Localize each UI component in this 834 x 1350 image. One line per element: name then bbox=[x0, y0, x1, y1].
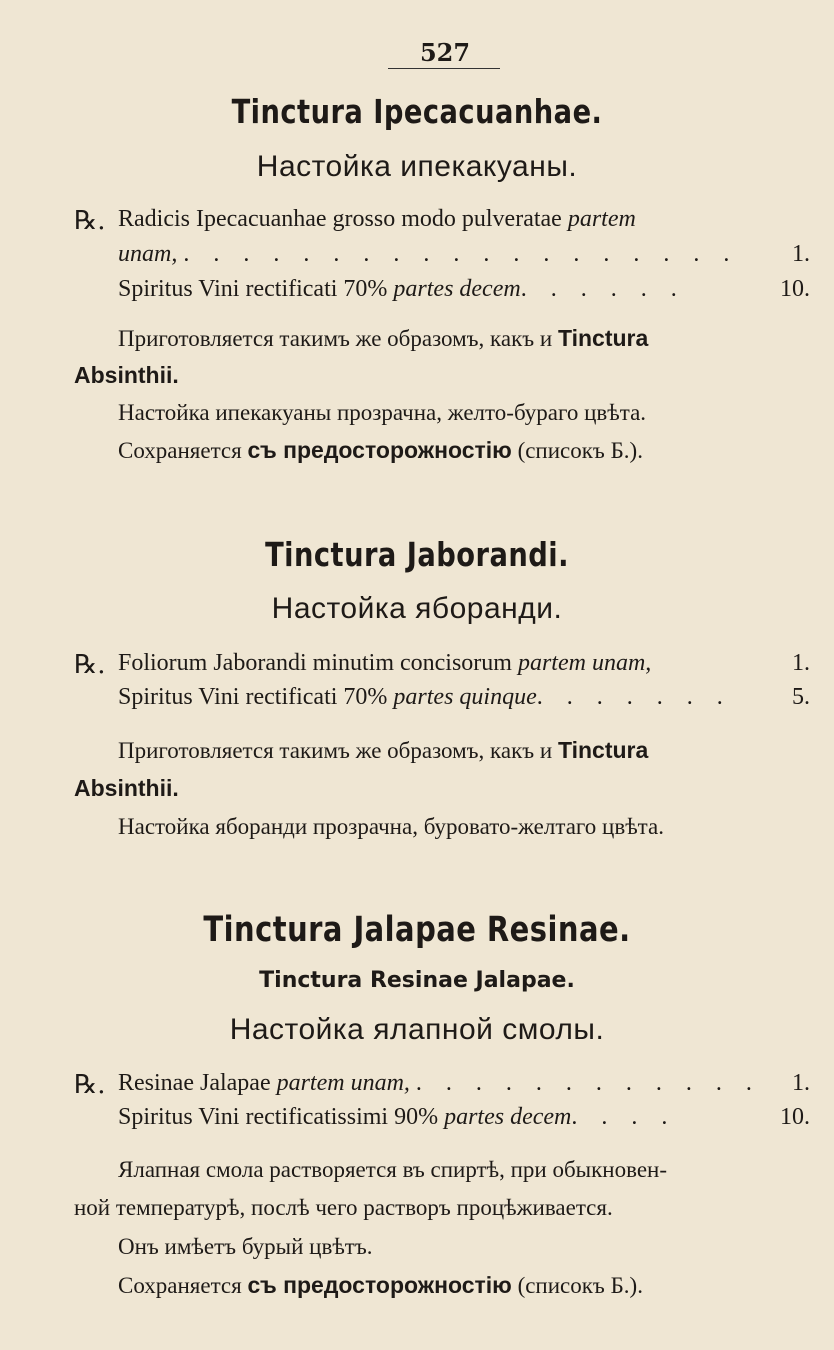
page-number-rule bbox=[388, 68, 500, 69]
ingredient-name: Radicis Ipecacuanhae grosso modo pulveratae bbox=[118, 206, 562, 232]
ingredient-amount: partes decem bbox=[444, 1104, 572, 1130]
storage-suffix: (списокъ Б.). bbox=[517, 1273, 643, 1298]
ingredient-name: Foliorum Jaborandi minutim concisorum bbox=[118, 650, 512, 676]
prep-text: Приготовляется такимъ же образомъ, какъ и bbox=[118, 738, 553, 763]
section-ru-title-ipecacuanhae: Настойка ипекакуаны. bbox=[256, 150, 578, 183]
ingredient-name: Spiritus Vini rectificati 70% bbox=[118, 684, 388, 710]
section-alt-title-jalapae: Tinctura Resinae Jalapae. bbox=[259, 968, 575, 993]
description-text: Онъ имѣетъ бурый цвѣтъ. bbox=[118, 1234, 373, 1259]
prep-paragraph bbox=[118, 318, 648, 359]
dissolution-text-2: ной температурѣ, послѣ чего растворъ процѣживается. bbox=[74, 1195, 613, 1220]
storage-suffix: (списокъ Б.). bbox=[517, 438, 643, 463]
ingredient-amount: partes decem bbox=[393, 276, 521, 302]
ingredient-line bbox=[118, 1070, 761, 1097]
ingredient-qty: 1. bbox=[792, 1070, 810, 1096]
ingredient-line bbox=[118, 206, 636, 233]
ingredient-line bbox=[118, 1104, 676, 1131]
ingredient-line-cont bbox=[118, 241, 738, 268]
ingredient-line bbox=[118, 276, 686, 303]
section-ru-title-jaborandi: Настойка яборанди. bbox=[271, 592, 563, 625]
leader-dots: . . . . . . . . . . . . . . . . . . . bbox=[183, 241, 739, 267]
section-title-jaborandi: Tinctura Jaborandi. bbox=[265, 535, 569, 574]
prep-ref: Tinctura bbox=[557, 325, 649, 351]
rx-symbol: ℞. bbox=[74, 206, 106, 236]
ingredient-qty: 10. bbox=[780, 276, 810, 302]
ingredient-amount: partem bbox=[567, 206, 636, 232]
ingredient-amount: partes quinque bbox=[393, 684, 537, 710]
dissolution-text-1: Ялапная смола растворяется въ спиртѣ, при обыкновен- bbox=[118, 1157, 668, 1182]
page-number: 527 bbox=[419, 38, 471, 67]
leader-dots: . . . . . . bbox=[520, 276, 686, 302]
ingredient-amount-cont: unam, bbox=[118, 241, 178, 267]
prep-ref: Absinthii. bbox=[74, 362, 179, 388]
ingredient-name: Spiritus Vini rectificati 70% bbox=[118, 276, 388, 302]
ingredient-qty: 10. bbox=[780, 1104, 810, 1130]
prep-paragraph-cont bbox=[74, 768, 179, 809]
section-title-ipecacuanhae: Tinctura Ipecacuanhae. bbox=[231, 92, 603, 131]
section-title-jalapae: Tinctura Jalapae Resinae. bbox=[203, 910, 631, 950]
leader-dots: . . . . bbox=[571, 1104, 677, 1130]
ingredient-line bbox=[118, 684, 732, 711]
ingredient-amount: partem unam, bbox=[517, 650, 652, 676]
description-text: Настойка яборанди прозрачна, буровато-желтаго цвѣта. bbox=[118, 814, 664, 839]
storage-text bbox=[118, 430, 643, 471]
section-ru-title-jalapae: Настойка ялапной смолы. bbox=[229, 1013, 605, 1046]
leader-dots: . . . . . . . bbox=[536, 684, 732, 710]
ingredient-name: Resinae Jalapae bbox=[118, 1070, 271, 1096]
ingredient-name: Spiritus Vini rectificatissimi 90% bbox=[118, 1104, 439, 1130]
ingredient-qty: 1. bbox=[792, 241, 810, 267]
storage-text bbox=[118, 1265, 643, 1306]
description-text: Настойка ипекакуаны прозрачна, желто-бураго цвѣта. bbox=[118, 400, 647, 425]
prep-ref: Tinctura bbox=[557, 737, 649, 763]
storage-prefix: Сохраняется bbox=[118, 438, 242, 463]
ingredient-line bbox=[118, 650, 651, 677]
rx-symbol: ℞. bbox=[74, 650, 106, 680]
prep-paragraph-cont bbox=[74, 355, 179, 396]
storage-bold: съ предосторожностію bbox=[247, 437, 512, 463]
prep-text: Приготовляется такимъ же образомъ, какъ и bbox=[118, 326, 553, 351]
leader-dots: . . . . . . . . . . . . bbox=[415, 1070, 761, 1096]
ingredient-amount: partem unam, bbox=[276, 1070, 410, 1096]
storage-prefix: Сохраняется bbox=[118, 1273, 242, 1298]
prep-ref: Absinthii. bbox=[74, 775, 179, 801]
storage-bold: съ предосторожностію bbox=[247, 1272, 512, 1298]
ingredient-qty: 1. bbox=[792, 650, 810, 676]
rx-symbol: ℞. bbox=[74, 1070, 106, 1100]
prep-paragraph bbox=[118, 730, 648, 771]
ingredient-qty: 5. bbox=[792, 684, 810, 710]
